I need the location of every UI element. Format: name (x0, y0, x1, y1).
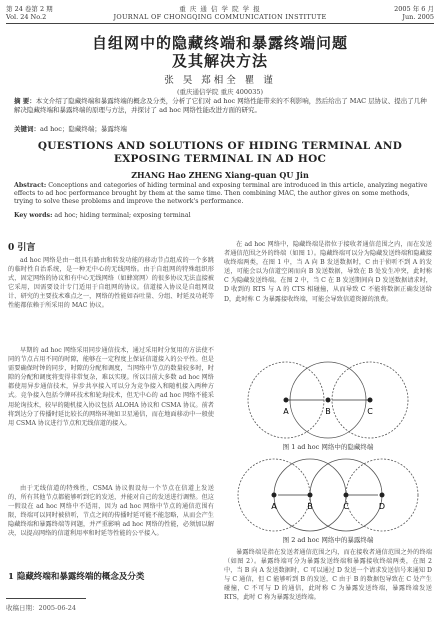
authors-en: ZHANG Hao ZHENG Xiang-quan QU Jin (131, 170, 309, 180)
right-paragraph-1: 在 ad hoc 网络中，隐藏终端是指位于接收者通信范围之内，而在发送者通信范围之外的终端（如图 1）。隐藏终端可以分为隐藏发送终端和隐藏接收终端两类，在图 1 中，当 A 向 B 发送数据时，C 由于侦听不到 A 的发送，可能会以为信道空闲而向 B 发送数据，导致在 B 处发生冲突，此时称 C 为隐藏发送终端。在图 2 中，当 C 在 B 发送期间向 D 发送数据请求时，D 收到的 RTS 与 A 的 CTS 相碰撞，从而导致 C 不能将数据正确发送给 D，此时称 C 为暴露接收终端，可能会导致信道资源的浪费。 (224, 241, 432, 303)
figure-1-hidden-terminal (224, 360, 432, 440)
title-en-line2: EXPOSING TERMINAL IN AD HOC (113, 153, 327, 165)
section-0-heading: 0 引言 (8, 243, 36, 253)
abstract-en (14, 182, 430, 206)
title-cn-line1: 自组网中的隐藏终端和暴露终端问题 (91, 34, 348, 52)
volume-en: Vol. 24 No.2 (6, 13, 47, 21)
affiliation-cn: (重庆通信学院 重庆 400035) (176, 88, 264, 96)
journal-name-cn: 重 庆 通 信 学 院 学 报 (179, 5, 261, 13)
title-cn-line2: 及其解决方法 (171, 52, 268, 70)
left-paragraph-1: ad hoc 网络是由一组具有路由和转发功能的移动节点组成的一个多跳的临时性自治系统，是一种无中心的无线网络。由于自组网的特殊组织形式，固定网络的协议和有中心无线网络（如蜂窝网）的很多协议无法直接被它采用，因需要设计专门适用于自组网的协议。信道接入协议是自组网设计、研究的主要技术难点之一，网络的性能如吞吐量、分组、时延及功耗等性能都依赖于所采用的 MAC 协议。 (8, 257, 214, 310)
node-c-label: C (367, 407, 373, 416)
node-a2-label: A (271, 502, 277, 511)
abstract-en-text: Conceptions and categories of hiding terminal and exposing terminal are introduced in this article, analyzing negative effects to ad hoc performance brought by them at the same time. Then combining MAC, the author gives on some methods, trying to solve these problems and improve the network's performance. (14, 182, 428, 205)
abstract-cn (14, 97, 430, 115)
date-cn: 2005 年 6 月 (394, 5, 434, 13)
left-paragraph-2: 早期的 ad hoc 网络采用同步通信技术，通过采用时分复用的方法使不同的节点占用不同的时隙，能够在一定程度上保证信道接入的公平性。但是需要确保时钟的同步，时隙的分配和调度，当网络中节点的数量较多时，时隙的分配和调度将变得非常复杂，难以实现。所以目前大多数 ad hoc 网络都使用异步通信技术，异步共享接入可以分为竞争接入和随机接入两种方式。竞争接入包括令牌环技术和轮询技术，但无中心的 ad hoc 网络不能采用轮询技术，较早的随机接入协议包括 ALOHA 协议和 CSMA 协议。前者将到达分了传播时延比较长的网络环境如卫星通信，而在地面移动中一般使用 CSMA 协议进行节点和无线信道的接入。 (8, 347, 214, 427)
header-rule (6, 23, 434, 24)
keywords-en (14, 212, 430, 220)
keywords-cn-text: ad hoc；隐藏终端；暴露终端 (40, 125, 127, 133)
left-paragraph-3: 由于无线信道的特殊性，CSMA 协议假设每一个节点在信道上发送的，所有其他节点都能够听到它的发送，并能对自己的发送进行调整。但这一假设在 ad hoc 网络中不适用，因为 ad hoc 网络中节点的通信范围有限，终端可以同时被侦听，节点之间的传播时延可能不能忽略，从而会产生隐藏终端和暴露终端等问题，并严重影响 ad hoc 网络的性能，必须加以解决，以提高网络的信道利用率和时延等性能的公平接入。 (8, 485, 214, 538)
received-date: 收稿日期：2005-06-24 (6, 604, 76, 612)
node-b2-label: B (307, 502, 313, 511)
keywords-en-label: Key words: (14, 212, 53, 219)
node-c2-label: C (343, 502, 349, 511)
node-d2 (380, 493, 385, 498)
figure-2-caption: 图 2 ad hoc 网络中的暴露终端 (282, 536, 374, 544)
volume-cn: 第 24 卷第 2 期 (6, 5, 53, 13)
abstract-cn-label: 摘 要： (14, 97, 36, 105)
keywords-cn-label: 关键词： (14, 125, 40, 133)
date-en: Jun. 2005 (402, 13, 434, 21)
node-a-label: A (283, 407, 289, 416)
node-c2 (344, 493, 349, 498)
node-b2 (308, 493, 313, 498)
right-paragraph-2: 暴露终端是指在发送者通信范围之内，而在接收者通信范围之外的终端（如图 2）。暴露终端可分为暴露发送终端和暴露接收终端两类，在图 2 中，当 B 向 A 发送数据时，C 可以通过 D 发送一个请求发送信号来通知 D 与 C 通信，但 C 能够听到 B 的发送，C 由于 B 的数据包导致在 C 处产生碰撞，C 不可与 D 的通信，此时称 C 为暴露发送终端，暴露终端发送 RTS，此时 C 称为暴露发送终端。 (224, 549, 432, 602)
abstract-cn-text: 本文介绍了隐藏终端和暴露终端的概念及分类，分析了它们对 ad hoc 网络性能带来的不利影响，然后给出了 MAC 层协议、提出了几种解决隐藏终端和暴露终端的原理与方法，并探讨了 ad hoc 网络性能改进方面的研究。 (14, 97, 427, 114)
node-d2-label: D (378, 502, 386, 511)
keywords-cn (14, 125, 430, 134)
section-1-heading: 1 隐藏终端和暴露终端的概念及分类 (8, 572, 145, 582)
node-c (368, 398, 373, 403)
abstract-en-label: Abstract: (14, 182, 47, 189)
keywords-en-text: ad hoc; hiding terminal; exposing terminal (54, 212, 191, 219)
journal-name-en: JOURNAL OF CHONGQING COMMUNICATION INSTITUTE (113, 13, 327, 21)
figure-2-exposed-terminal (224, 456, 432, 534)
node-b-label: B (325, 407, 331, 416)
node-b (326, 398, 331, 403)
node-a (284, 398, 289, 403)
authors-cn: 张 昊 郑相全 瞿 谨 (164, 75, 276, 86)
node-a2 (272, 493, 277, 498)
figure-1-caption: 图 1 ad hoc 网络中的隐藏终端 (282, 443, 374, 451)
title-en-line1: QUESTIONS AND SOLUTIONS OF HIDING TERMINAL AND (37, 140, 403, 152)
footnote-rule (6, 598, 86, 599)
